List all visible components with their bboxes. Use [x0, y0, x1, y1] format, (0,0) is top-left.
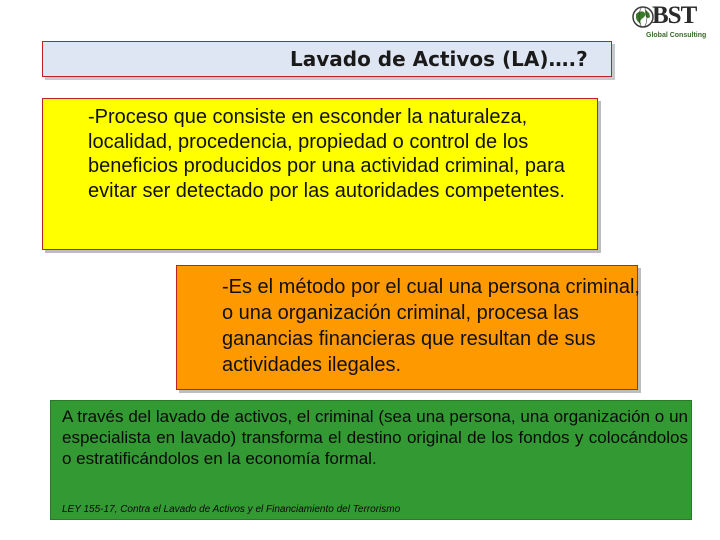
explanation-text: A través del lavado de activos, el criminal (sea una persona, una organización o un especialista en lavado) transforma el destino original de los fondos y colocándolos o estratificándolos en la economía formal.	[62, 407, 688, 468]
law-reference: LEY 155-17, Contra el Lavado de Activos y el Financiamiento del Terrorismo	[62, 504, 401, 515]
globe-icon	[632, 6, 654, 28]
logo-subtitle: Global Consulting	[646, 32, 707, 39]
explanation-box	[50, 400, 692, 520]
page-title: Lavado de Activos (LA)….?	[290, 47, 588, 71]
definition-box-1	[42, 98, 598, 250]
definition-1-text: -Proceso que consiste en esconder la naturaleza, localidad, procedencia, propiedad o control de los beneficios producidos por una actividad criminal, para evitar ser detectado por las autoridades competentes.	[88, 106, 565, 202]
definition-2-text: -Es el método por el cual una persona criminal, o una organización criminal, procesa las ganancias financieras que resultan de sus actividades ilegales.	[222, 276, 640, 376]
logo-brand: BST	[652, 2, 697, 29]
company-logo	[632, 4, 716, 42]
definition-box-2	[176, 265, 638, 390]
